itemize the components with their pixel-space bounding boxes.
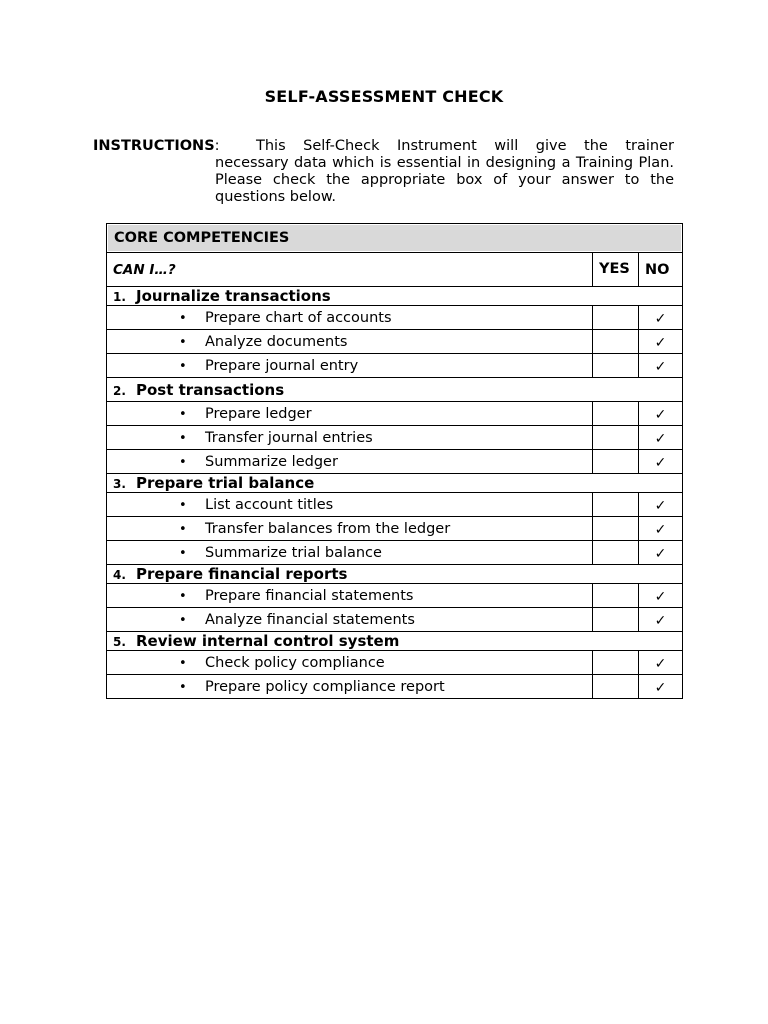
no-check-mark-icon: ✓ [654,358,667,375]
yes-checkbox-cell[interactable] [593,608,639,632]
instructions-label: INSTRUCTIONS: [93,138,220,154]
yes-checkbox-cell[interactable] [593,517,639,541]
checklist-item-row [107,675,683,699]
checklist-item-row [107,426,683,450]
instructions-block [93,138,674,206]
item-label-cell [107,675,593,699]
no-check-mark-icon: ✓ [654,430,667,447]
section-row [107,474,683,493]
no-column-header: NO [639,253,683,287]
checklist-item-row [107,584,683,608]
item-label-cell [107,402,593,426]
section-title: Journalize transactions [136,287,331,305]
bullet-icon: • [179,612,187,628]
yes-checkbox-cell[interactable] [593,306,639,330]
bullet-icon: • [179,406,187,422]
checklist-item-row [107,608,683,632]
bullet-icon: • [179,334,187,350]
no-check-mark-icon: ✓ [654,497,667,514]
core-competencies-header-cell [107,224,683,253]
section-title: Prepare financial reports [136,565,348,583]
yes-checkbox-cell[interactable] [593,402,639,426]
section-row [107,287,683,306]
section-number: 2. [113,383,126,398]
bullet-icon: • [179,430,187,446]
item-label: Prepare journal entry [205,357,359,374]
section-cell [107,474,683,493]
checklist-item-row [107,517,683,541]
section-title: Review internal control system [136,632,400,650]
bullet-icon: • [179,521,187,537]
item-label-cell [107,354,593,378]
no-checkbox-cell[interactable] [639,330,683,354]
item-label-cell [107,330,593,354]
checklist-item-row [107,493,683,517]
no-check-mark-icon: ✓ [654,588,667,605]
section-title: Post transactions [136,380,285,399]
item-label-cell [107,450,593,474]
yes-checkbox-cell[interactable] [593,651,639,675]
section-row [107,565,683,584]
section-number: 1. [113,290,126,304]
item-label: Transfer balances from the ledger [205,520,451,537]
bullet-icon: • [179,588,187,604]
checklist-item-row [107,541,683,565]
checklist-body [107,224,683,699]
item-label-cell [107,517,593,541]
no-check-mark-icon: ✓ [654,310,667,327]
no-checkbox-cell[interactable] [639,517,683,541]
item-label: Summarize ledger [205,453,338,470]
no-check-mark-icon: ✓ [654,406,667,423]
yes-checkbox-cell[interactable] [593,584,639,608]
bullet-icon: • [179,545,187,561]
no-check-mark-icon: ✓ [654,612,667,629]
page-title: SELF-ASSESSMENT CHECK [264,87,504,106]
item-label-cell [107,651,593,675]
yes-checkbox-cell[interactable] [593,541,639,565]
checklist-item-row [107,330,683,354]
yes-checkbox-cell[interactable] [593,354,639,378]
item-label: Analyze financial statements [205,611,415,628]
section-row [107,632,683,651]
item-label-cell [107,608,593,632]
item-label: List account titles [205,496,334,513]
bullet-icon: • [179,497,187,513]
item-label: Prepare ledger [205,405,312,422]
item-label-cell [107,584,593,608]
checklist-item-row [107,651,683,675]
core-competencies-header-row [107,224,683,253]
section-number: 3. [113,477,126,491]
bullet-icon: • [179,310,187,326]
checklist-item-row [107,354,683,378]
can-i-header: CAN I…? [107,253,593,287]
item-label-cell [107,493,593,517]
item-label-cell [107,541,593,565]
no-checkbox-cell[interactable] [639,306,683,330]
no-check-mark-icon: ✓ [654,334,667,351]
item-label: Prepare financial statements [205,587,414,604]
section-cell [107,287,683,306]
item-label: Analyze documents [205,333,348,350]
yes-checkbox-cell[interactable] [593,493,639,517]
no-check-mark-icon: ✓ [654,655,667,672]
column-header-row [107,253,683,287]
instructions-text: This Self-Check Instrument will give the trainer necessary data which is essential in designing a Training Plan. Please check the appropriate box of your answer to the questions below. [215,138,674,205]
checklist-item-row [107,402,683,426]
no-check-mark-icon: ✓ [654,454,667,471]
section-row [107,378,683,402]
checklist-item-row [107,450,683,474]
no-check-mark-icon: ✓ [654,521,667,538]
item-label: Prepare policy compliance report [205,678,445,695]
no-checkbox-cell[interactable] [639,354,683,378]
bullet-icon: • [179,358,187,374]
section-number: 5. [113,635,126,649]
yes-checkbox-cell[interactable] [593,450,639,474]
item-label: Prepare chart of accounts [205,309,392,326]
no-checkbox-cell[interactable] [639,541,683,565]
yes-checkbox-cell[interactable] [593,675,639,699]
checklist-item-row [107,306,683,330]
section-cell [107,632,683,651]
yes-column-header: YES [593,253,639,287]
no-check-mark-icon: ✓ [654,545,667,562]
item-label-cell [107,306,593,330]
item-label: Transfer journal entries [205,429,373,446]
section-cell [107,565,683,584]
section-number: 4. [113,568,126,582]
no-checkbox-cell[interactable] [639,450,683,474]
yes-checkbox-cell[interactable] [593,330,639,354]
no-checkbox-cell[interactable] [639,675,683,699]
no-checkbox-cell[interactable] [639,584,683,608]
core-competencies-header: CORE COMPETENCIES [108,225,681,251]
section-cell [107,378,683,402]
yes-checkbox-cell[interactable] [593,426,639,450]
item-label: Check policy compliance [205,654,385,671]
bullet-icon: • [179,679,187,695]
no-checkbox-cell[interactable] [639,651,683,675]
no-check-mark-icon: ✓ [654,679,667,696]
no-checkbox-cell[interactable] [639,402,683,426]
no-checkbox-cell[interactable] [639,426,683,450]
bullet-icon: • [179,655,187,671]
bullet-icon: • [179,454,187,470]
no-checkbox-cell[interactable] [639,493,683,517]
no-checkbox-cell[interactable] [639,608,683,632]
section-title: Prepare trial balance [136,474,315,492]
competency-checklist-table [106,223,683,699]
item-label: Summarize trial balance [205,544,382,561]
item-label-cell [107,426,593,450]
